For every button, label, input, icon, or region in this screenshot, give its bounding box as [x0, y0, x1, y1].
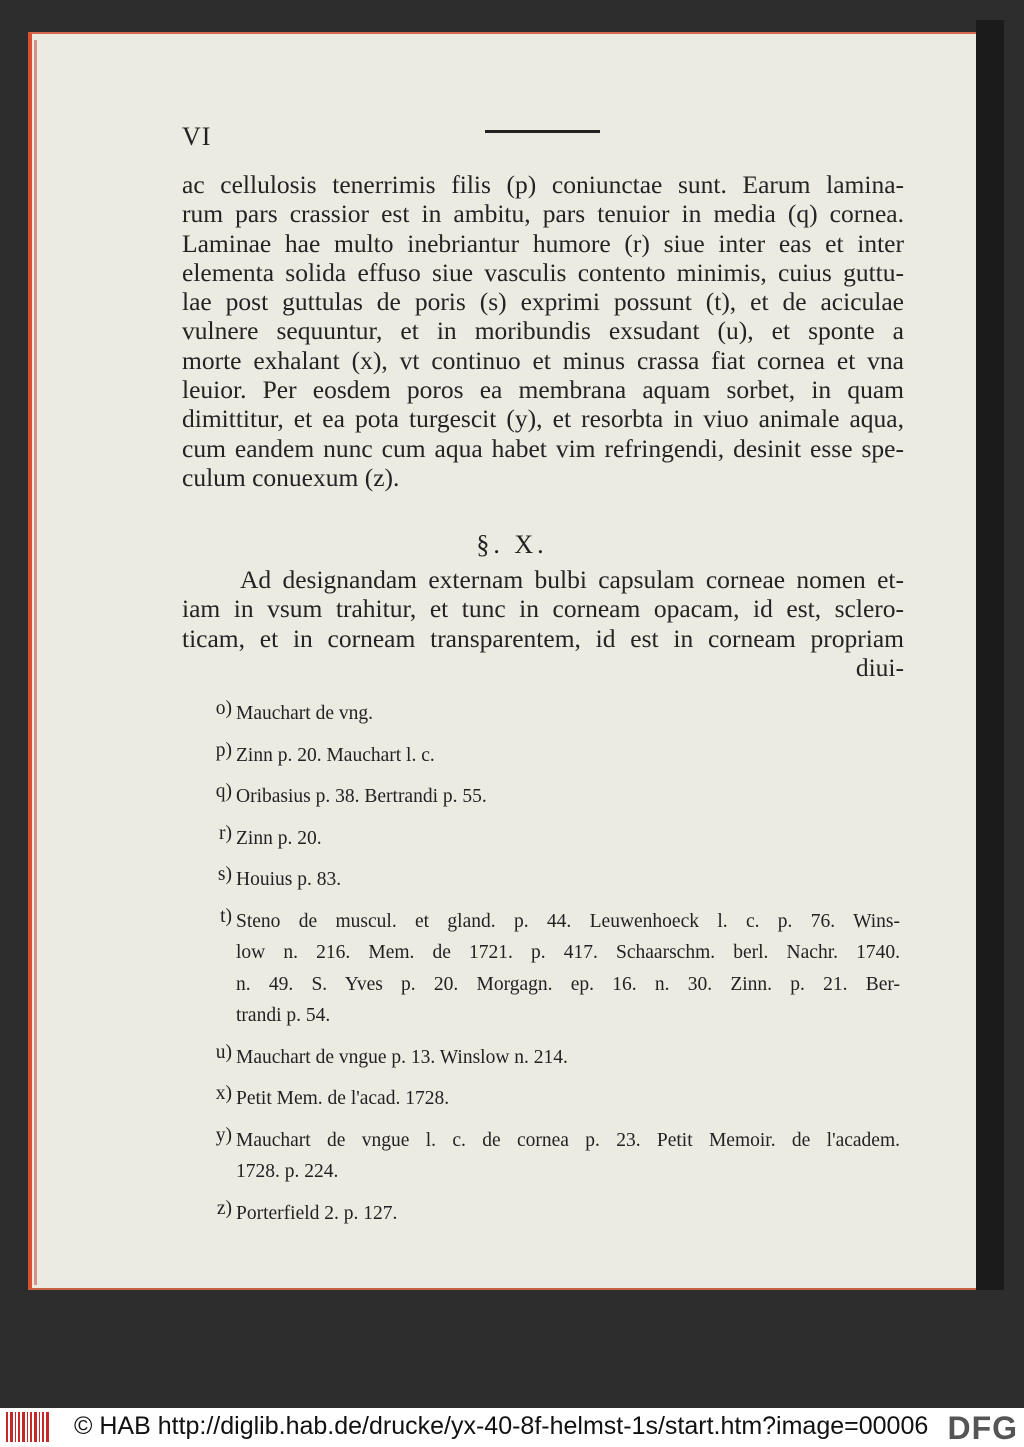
- viewer-footer: [0, 1408, 1024, 1447]
- footnote-mark: o): [215, 698, 232, 719]
- text-line: cum eandem nunc cum aqua habet vim refringendi, desinit esse spe-: [182, 433, 904, 463]
- footnote: [200, 823, 900, 855]
- text-line: morte exhalant (x), vt continuo et minus crassa fiat cornea et vna: [182, 345, 904, 375]
- text-line: rum pars crassior est in ambitu, pars tenuior in media (q) cornea.: [182, 199, 904, 229]
- text-line: lae post guttulas de poris (s) exprimi possunt (t), et de aciculae: [182, 287, 904, 317]
- page-red-edge: [34, 40, 37, 1285]
- footnote: [200, 1042, 900, 1074]
- dfg-logo: DFG: [947, 1410, 1018, 1446]
- paragraph-1: [182, 170, 904, 492]
- footnote-text: Porterfield 2. p. 127.: [236, 1202, 398, 1224]
- page-edge: [976, 20, 1004, 1290]
- footnote-text: Mauchart de vng.: [236, 703, 373, 724]
- footnote: [200, 698, 900, 730]
- footnote-text: Houius p. 83.: [236, 869, 342, 890]
- footnote-text: Mauchart de vngue p. 13. Winslow n. 214.: [236, 1046, 568, 1068]
- footnote-text: Zinn p. 20. Mauchart l. c.: [236, 744, 435, 766]
- footnote-text: Petit Mem. de l'acad. 1728.: [236, 1088, 450, 1109]
- footnote-mark: y): [215, 1124, 232, 1146]
- footnote: [200, 781, 900, 813]
- copyright-link[interactable]: © HAB http://diglib.hab.de/drucke/yx-40-8f-helmst-1s/start.htm?image=00006: [74, 1412, 929, 1440]
- footnote: [200, 1125, 900, 1188]
- footnote-mark: q): [215, 781, 232, 802]
- text-line: ticam, et in corneam transparentem, id est in corneam propriam: [182, 623, 904, 653]
- footnote-text: Oribasius p. 38. Bertrandi p. 55.: [236, 786, 487, 807]
- text-line: Ad designandam externam bulbi capsulam corneae nomen et-: [240, 565, 904, 594]
- text-line: ac cellulosis tenerrimis filis (p) coniunctae sunt. Earum lamina-: [182, 170, 904, 199]
- footnote-mark: r): [219, 822, 232, 844]
- footnote: [200, 740, 900, 772]
- footnote: [200, 1083, 900, 1115]
- footnote-mark: z): [216, 1197, 232, 1219]
- text-line: iam in vsum trahitur, et tunc in corneam opacam, id est, sclero-: [182, 594, 904, 624]
- footnote-text: Zinn p. 20.: [236, 827, 322, 849]
- footnote-text: 1728. p. 224.: [236, 1161, 339, 1182]
- footnote-mark: t): [220, 905, 232, 927]
- footnote-mark: x): [215, 1083, 232, 1104]
- header-rule: [485, 130, 600, 133]
- footnote: [200, 1198, 900, 1230]
- text-line: vulnere sequuntur, et in moribundis exsudant (u), et sponte a: [182, 316, 904, 346]
- footnote: [200, 906, 900, 1032]
- text-line: culum conuexum (z).: [182, 462, 400, 492]
- footnotes: [200, 698, 900, 1239]
- footnote: [200, 864, 900, 896]
- text-line: elementa solida effuso siue vasculis contento minimis, cuius guttu-: [182, 257, 904, 287]
- footnote-mark: u): [215, 1041, 232, 1063]
- footnote-mark: p): [215, 739, 232, 761]
- footnote-mark: s): [217, 864, 232, 885]
- footnote-text: trandi p. 54.: [236, 1005, 331, 1026]
- page-number: VI: [182, 122, 212, 151]
- section-heading: §. X.: [476, 530, 548, 559]
- barcode-icon: [6, 1412, 50, 1442]
- catchword: diui-: [855, 652, 904, 682]
- paragraph-2: [182, 565, 904, 682]
- footnote-text: low n. 216. Mem. de 1721. p. 417. Schaarschm. berl. Nachr. 1740.: [236, 942, 900, 963]
- footnote-text: Mauchart de vngue l. c. de cornea p. 23. Petit Memoir. de l'academ.: [236, 1129, 900, 1151]
- footnote-text: n. 49. S. Yves p. 20. Morgagn. ep. 16. n. 30. Zinn. p. 21. Ber-: [236, 973, 900, 995]
- text-line: leuior. Per eosdem poros ea membrana aquam sorbet, in quam: [182, 375, 904, 405]
- footnote-text: Steno de muscul. et gland. p. 44. Leuwenhoeck l. c. p. 76. Wins-: [236, 910, 900, 932]
- text-line: dimittitur, et ea pota turgescit (y), et resorbta in viuo animale aqua,: [182, 404, 904, 434]
- text-line: Laminae hae multo inebriantur humore (r) siue inter eas et inter: [182, 228, 904, 258]
